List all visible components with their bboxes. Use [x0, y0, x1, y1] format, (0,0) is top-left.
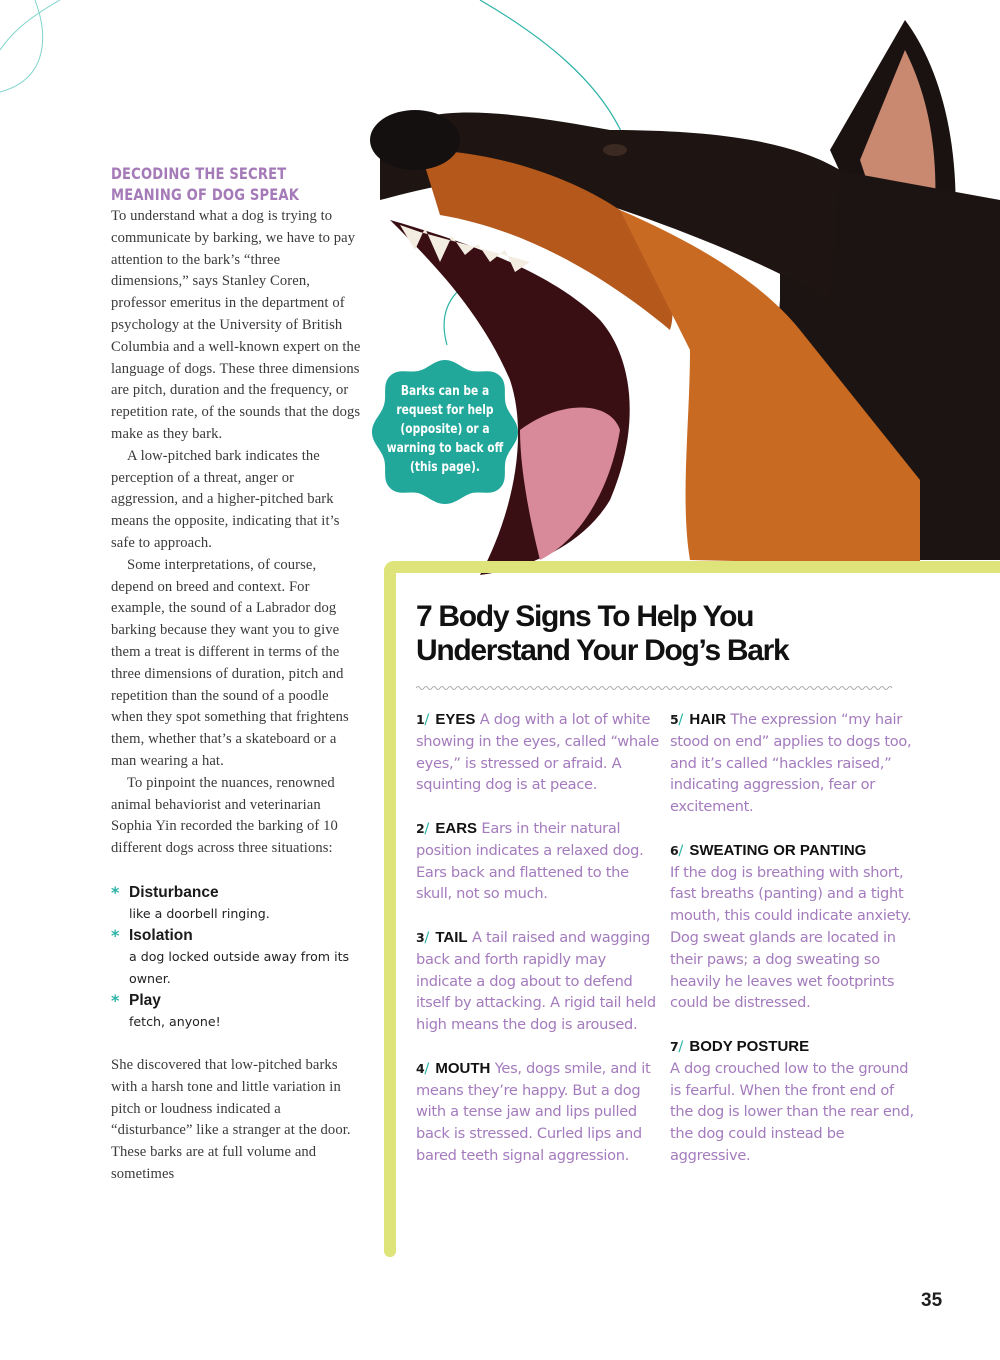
sign-title: EARS — [435, 819, 478, 837]
page-number: 35 — [921, 1290, 943, 1311]
asterisk-bullet-icon: * — [111, 925, 120, 945]
sign-item-sweating — [670, 840, 915, 1014]
sign-item-hair — [670, 709, 915, 818]
article-paragraph: To understand what a dog is trying to communicate by barking, we have to pay attention to the bark’s “three dimensions,” says Stanley Coren, professor emeritus in the department of psychology at the University of British Columbia and a well-known expert on the language of dogs. These three dimensions are pitch, duration and the frequency, or repetition rate, of the sounds that the dogs make as they bark. — [111, 208, 361, 442]
article-heading-line-1: DECODING THE SECRET — [111, 164, 287, 183]
situation-title: Play — [129, 991, 161, 1009]
sign-number: 1 — [416, 712, 425, 727]
sign-item-eyes — [416, 709, 661, 796]
sign-text: Yes, dogs smile, and it means they’re happy. But a dog with a tense jaw and lips pulled back is stressed. Curled lips and bared teeth signal aggression. — [416, 1059, 651, 1164]
sign-text: A dog with a lot of white showing in the eyes, called “whale eyes,” is stressed or afraid. A squinting dog is at peace. — [416, 711, 659, 794]
situation-title: Disturbance — [129, 883, 219, 901]
asterisk-bullet-icon: * — [111, 882, 120, 902]
situations-list — [111, 882, 361, 1033]
slash-separator: / — [424, 819, 430, 837]
sign-title: BODY POSTURE — [689, 1037, 810, 1055]
slash-separator: / — [424, 1059, 430, 1077]
sign-number: 7 — [670, 1038, 679, 1054]
sign-item-posture — [670, 1036, 915, 1167]
sign-number: 2 — [416, 820, 425, 836]
article-paragraph: Some interpretations, of course, depend on breed and context. For example, the sound of a Labrador dog barking because they want you to give them a treat is different in terms of the three dimensions of duration, pitch and repetition than the sound of a poodle when they spot something that frightens them, whether that’s a skateboard or a man wearing a hat. — [111, 556, 349, 769]
sign-item-tail — [416, 927, 661, 1036]
signs-column-2 — [670, 709, 915, 1189]
situation-desc: fetch, anyone! — [129, 1013, 221, 1029]
asterisk-bullet-icon: * — [111, 990, 120, 1010]
signs-column-1 — [416, 709, 661, 1189]
article-heading — [111, 164, 361, 205]
sign-item-mouth — [416, 1058, 661, 1167]
callout-text: Barks can be a request for help (opposite) or a warning to back off (this page). — [386, 384, 504, 475]
sign-text: If the dog is breathing with short, fast breaths (panting) and a tight mouth, this could indicate anxiety. Dog sweat glands are located in their paws; a dog sweating so heavily he leaves wet footprints could be distressed. — [670, 863, 912, 1012]
slash-separator: / — [678, 711, 684, 728]
situation-item — [111, 925, 361, 990]
slash-separator: / — [678, 1037, 684, 1055]
slash-separator: / — [424, 928, 430, 946]
slash-separator: / — [424, 711, 430, 728]
sidebar-title — [416, 600, 936, 668]
sign-title: HAIR — [689, 711, 727, 728]
article-body — [111, 206, 361, 1186]
article-paragraph: To pinpoint the nuances, renowned animal behaviorist and veterinarian Sophia Yin recorded the barking of 10 different dogs across three situations: — [111, 774, 338, 857]
sign-number: 6 — [670, 842, 679, 858]
article-closing-paragraph: She discovered that low-pitched barks with a harsh tone and little variation in pitch or loudness indicated a “disturbance” like a stranger at the door. These barks are at full volume and sometimes — [111, 1056, 351, 1182]
sign-title: MOUTH — [435, 1059, 491, 1077]
article-heading-line-2: MEANING OF DOG SPEAK — [111, 185, 300, 204]
article-paragraph: A low-pitched bark indicates the perception of a threat, anger or aggression, and a higher-pitched bark means the opposite, indicating that it’s safe to approach. — [111, 447, 340, 551]
sign-title: SWEATING OR PANTING — [689, 841, 867, 859]
sign-title: TAIL — [435, 928, 468, 946]
sign-item-ears — [416, 818, 661, 905]
sign-text: Ears in their natural position indicates a relaxed dog. Ears back and flattened to the skull, not so much. — [416, 819, 644, 903]
situation-item — [111, 990, 361, 1033]
sidebar-title-line-2: Understand Your Dog’s Bark — [416, 634, 789, 667]
sign-title: EYES — [435, 711, 476, 728]
sign-number: 4 — [416, 1060, 425, 1076]
situation-desc: like a doorbell ringing. — [129, 905, 270, 921]
slash-separator: / — [678, 841, 684, 859]
situation-desc: a dog locked outside away from its owner. — [129, 948, 350, 986]
situation-title: Isolation — [129, 926, 193, 944]
sign-text: A dog crouched low to the ground is fearful. When the front end of the dog is lower than the rear end, the dog could instead be aggressive. — [670, 1059, 914, 1164]
article-column — [111, 164, 361, 1186]
sidebar-title-line-1: 7 Body Signs To Help You — [416, 600, 754, 633]
sign-number: 3 — [416, 929, 425, 945]
sign-number: 5 — [670, 712, 679, 727]
sign-text: The expression “my hair stood on end” applies to dogs too, and it’s called “hackles raised,” indicating aggression, fear or excitement. — [670, 711, 912, 816]
sign-text: A tail raised and wagging back and forth rapidly may indicate a dog about to defend itself by attacking. A rigid tail held high means the dog is aroused. — [416, 928, 656, 1034]
situation-item — [111, 882, 361, 925]
wavy-divider — [416, 684, 906, 692]
